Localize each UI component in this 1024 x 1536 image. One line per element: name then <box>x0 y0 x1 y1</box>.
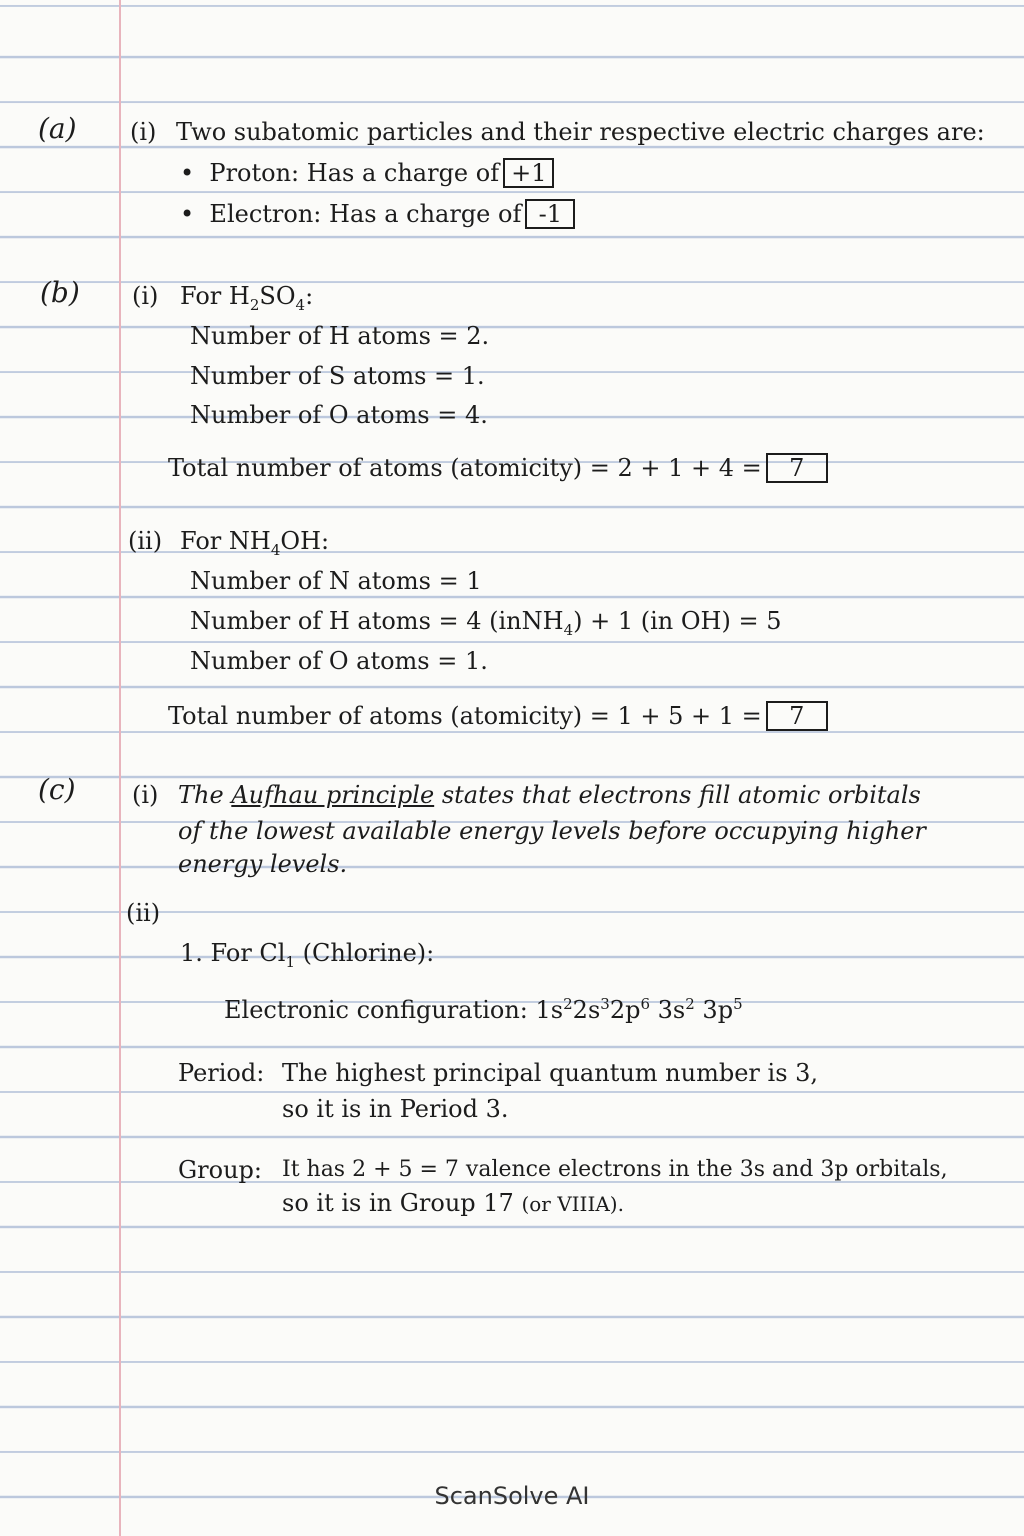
formula-h-sub: 2 <box>249 295 260 314</box>
formula-nh-sub: 4 <box>270 540 281 559</box>
config-1s-e: 2 <box>563 995 573 1013</box>
config-3p: 3p <box>702 996 734 1024</box>
for-word: For <box>180 282 222 310</box>
b-ii-line2-sub: 4 <box>563 620 574 639</box>
config-2p: 2p <box>609 996 641 1024</box>
c-i-line3: energy levels. <box>178 850 348 878</box>
b-ii-total <box>168 701 828 731</box>
part-b-i-num: (i) <box>132 282 159 310</box>
bullet-proton: • Proton: Has a charge of +1 <box>180 158 554 188</box>
config-2s-e: 3 <box>600 995 610 1013</box>
b-i-line1: Number of H atoms = 2. <box>190 322 490 350</box>
b-i-total-label: Total number of atoms (atomicity) = 2 + 1 + 4 = <box>168 454 762 482</box>
b-ii-line2 <box>190 606 781 645</box>
b-ii-line2-post: ) + 1 (in OH) = 5 <box>573 607 782 635</box>
part-b-i-heading <box>180 281 313 320</box>
part-c-ii-num: (ii) <box>126 899 161 927</box>
c-i-line2: of the lowest available energy levels before occupying higher <box>178 817 926 845</box>
config-2s: 2s <box>572 996 601 1024</box>
config-1s: 1s <box>535 996 564 1024</box>
c-ii-head-post: (Chlorine): <box>302 939 435 967</box>
part-c-i-num: (i) <box>132 781 159 809</box>
formula-so-sub: 4 <box>295 295 306 314</box>
for-word-2: For <box>180 527 222 555</box>
c-i-line1 <box>178 780 921 810</box>
b-i-total-box: 7 <box>766 453 828 483</box>
b-ii-total-box: 7 <box>766 701 828 731</box>
config-3s-e: 2 <box>685 995 695 1013</box>
period-line1: The highest principal quantum number is 3, <box>282 1059 819 1087</box>
formula-nh: NH <box>228 527 271 555</box>
proton-text: Has a charge of <box>306 159 500 187</box>
formula-colon: : <box>305 282 314 310</box>
b-i-total <box>168 453 828 483</box>
config-line <box>224 989 743 1025</box>
margin-line <box>119 0 121 1536</box>
b-ii-line1: Number of N atoms = 1 <box>190 567 482 595</box>
c-ii-head-pre: 1. For Cl <box>180 939 286 967</box>
aufhau-term: Aufhau principle <box>231 781 435 809</box>
b-ii-line2-pre: Number of H atoms = 4 (inNH <box>190 607 564 635</box>
group-label: Group: <box>178 1156 262 1184</box>
electron-name: Electron <box>209 200 314 228</box>
c-ii-head-sub: 1 <box>285 952 296 971</box>
config-label: Electronic configuration: <box>224 996 528 1024</box>
c-i-the: The <box>178 781 224 809</box>
formula-so: SO <box>259 282 296 310</box>
c-ii-item1-heading <box>180 938 434 977</box>
part-b-ii-heading <box>180 526 329 565</box>
group-line2 <box>282 1188 624 1219</box>
b-ii-total-label: Total number of atoms (atomicity) = 1 + 5 + 1 = <box>168 702 762 730</box>
electron-text: Has a charge of <box>329 200 522 228</box>
watermark-footer: ScanSolve AI <box>434 1482 590 1510</box>
proton-name: Proton <box>209 159 292 187</box>
formula-oh: OH: <box>280 527 330 555</box>
part-a-label: (a) <box>38 112 77 145</box>
c-i-rest1: states that electrons fill atomic orbitals <box>441 781 921 809</box>
part-b-label: (b) <box>40 276 80 309</box>
period-line2: so it is in Period 3. <box>282 1095 509 1123</box>
b-ii-line3: Number of O atoms = 1. <box>190 647 488 675</box>
config-3p-e: 5 <box>733 995 743 1013</box>
part-b-ii-num: (ii) <box>128 527 163 555</box>
electron-charge-box: -1 <box>525 199 575 229</box>
b-i-line2: Number of S atoms = 1. <box>190 362 485 390</box>
config-3s: 3s <box>657 996 686 1024</box>
period-label: Period: <box>178 1059 265 1087</box>
part-c-label: (c) <box>38 773 76 806</box>
group-line2-small: (or VIIIA). <box>521 1192 624 1216</box>
part-a-i-num: (i) <box>130 118 157 146</box>
proton-charge-box: +1 <box>503 158 554 188</box>
formula-h: H <box>228 282 250 310</box>
config-2p-e: 6 <box>640 995 650 1013</box>
part-a-i-text: Two subatomic particles and their respective electric charges are: <box>176 118 985 146</box>
group-line1: It has 2 + 5 = 7 valence electrons in the 3s and 3p orbitals, <box>282 1157 948 1182</box>
b-i-line3: Number of O atoms = 4. <box>190 401 488 429</box>
group-line2-main: so it is in Group 17 <box>282 1189 514 1217</box>
bullet-electron: • Electron: Has a charge of -1 <box>180 199 575 229</box>
